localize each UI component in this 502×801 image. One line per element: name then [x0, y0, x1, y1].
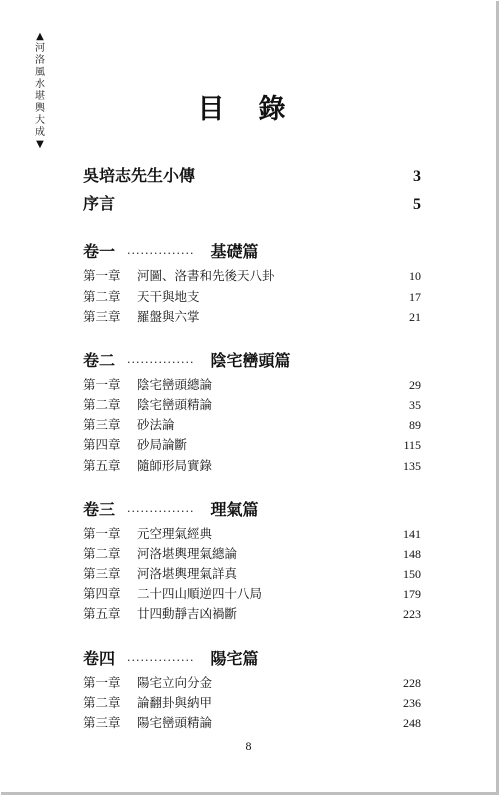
page-number: 8 [245, 739, 252, 753]
chapter-page: 141 [403, 527, 421, 541]
chapter-title: 河洛堪輿理氣總論 [137, 546, 238, 561]
toc-chapter-row[interactable] [83, 564, 421, 583]
toc-chapter-row[interactable] [83, 415, 421, 434]
chapter-title: 砂局論斷 [137, 437, 188, 452]
chapter-number: 第三章 [83, 566, 121, 581]
toc-chapter-row[interactable] [83, 435, 421, 454]
side-label-char: 輿 [35, 103, 45, 114]
chapter-title: 陰宅巒頭總論 [137, 377, 213, 392]
chapter-number: 第五章 [83, 606, 121, 621]
toc-volume-heading[interactable] [83, 497, 421, 521]
chapter-page: 148 [403, 547, 421, 561]
chapter-number: 第一章 [83, 268, 121, 283]
chapter-title: 隨師形局實錄 [137, 458, 213, 473]
side-label-char: 風 [35, 67, 45, 78]
chapter-number: 第三章 [83, 417, 121, 432]
chapter-number: 第三章 [83, 309, 121, 324]
chapter-page: 21 [409, 310, 421, 324]
toc-entry-page: 5 [413, 196, 421, 213]
page-title: 目錄 [197, 94, 320, 125]
chapter-page: 228 [403, 676, 421, 690]
chapter-page: 17 [409, 290, 421, 304]
volume-title: 基礎篇 [210, 242, 259, 261]
toc-major-entry[interactable] [83, 163, 421, 187]
toc-chapter-row[interactable] [83, 375, 421, 394]
chapter-title: 陰宅巒頭精論 [137, 397, 213, 412]
chapter-page: 236 [403, 696, 421, 710]
chapter-page: 248 [403, 716, 421, 730]
chapter-number: 第一章 [83, 526, 121, 541]
book-page [1, 1, 499, 795]
side-label-char: 成 [35, 127, 45, 138]
chapter-number: 第五章 [83, 458, 121, 473]
chapter-number: 第二章 [83, 695, 121, 710]
dot-leader: ··············· [127, 505, 195, 518]
chapter-title: 河圖、洛書和先後天八卦 [137, 268, 275, 283]
chapter-title: 天干與地支 [137, 289, 200, 304]
chapter-page: 35 [409, 398, 421, 412]
dot-leader: ··············· [127, 654, 195, 667]
volume-title: 理氣篇 [210, 500, 259, 519]
toc-chapter-row[interactable] [83, 307, 421, 326]
toc-chapter-row[interactable] [83, 544, 421, 563]
chapter-number: 第三章 [83, 715, 121, 730]
toc-major-entry[interactable] [83, 191, 421, 215]
side-label-char: 水 [35, 79, 45, 90]
volume-title: 陽宅篇 [210, 649, 259, 668]
toc-chapter-row[interactable] [83, 604, 421, 623]
chapter-title: 砂法論 [137, 417, 175, 432]
down-triangle-icon: ▼ [36, 139, 44, 150]
toc-chapter-row[interactable] [83, 584, 421, 603]
toc-entry-page: 3 [413, 168, 421, 185]
toc-chapter-row[interactable] [83, 524, 421, 543]
chapter-number: 第二章 [83, 289, 121, 304]
chapter-number: 第四章 [83, 586, 121, 601]
chapter-page: 150 [403, 567, 421, 581]
dot-leader: ··············· [127, 356, 195, 369]
toc-entry-label: 序言 [83, 194, 116, 213]
up-triangle-icon: ▲ [36, 31, 44, 42]
toc-chapter-row[interactable] [83, 456, 421, 475]
side-label-char: 河 [35, 43, 45, 54]
chapter-number: 第二章 [83, 397, 121, 412]
dot-leader: ··············· [127, 247, 195, 260]
volume-title: 陰宅巒頭篇 [210, 351, 291, 370]
chapter-number: 第二章 [83, 546, 121, 561]
chapter-page: 89 [409, 418, 421, 432]
chapter-title: 元空理氣經典 [137, 526, 213, 541]
chapter-page: 179 [403, 587, 421, 601]
chapter-number: 第一章 [83, 675, 121, 690]
chapter-title: 陽宅立向分金 [137, 675, 213, 690]
volume-name: 卷三 [83, 500, 116, 519]
chapter-title: 河洛堪輿理氣詳真 [137, 566, 238, 581]
chapter-number: 第四章 [83, 437, 121, 452]
chapter-page: 223 [403, 607, 421, 621]
chapter-title: 二十四山順逆四十八局 [137, 586, 263, 601]
side-label-char: 堪 [35, 91, 45, 102]
volume-name: 卷一 [83, 242, 116, 261]
toc-chapter-row[interactable] [83, 395, 421, 414]
toc-chapter-row[interactable] [83, 266, 421, 285]
chapter-title: 陽宅巒頭精論 [137, 715, 213, 730]
toc-chapter-row[interactable] [83, 713, 421, 732]
chapter-page: 10 [409, 269, 421, 283]
volume-name: 卷二 [83, 351, 116, 370]
chapter-title: 羅盤與六掌 [137, 309, 200, 324]
toc-volume-heading[interactable] [83, 239, 421, 263]
toc-entry-label: 吳培志先生小傳 [83, 166, 196, 185]
chapter-page: 29 [409, 378, 421, 392]
chapter-title: 廿四動靜吉凶禍斷 [137, 606, 238, 621]
chapter-title: 論翻卦與納甲 [137, 695, 213, 710]
toc-chapter-row[interactable] [83, 673, 421, 692]
toc-volume-heading[interactable] [83, 646, 421, 670]
toc-chapter-row[interactable] [83, 287, 421, 306]
side-label-char: 洛 [35, 55, 45, 66]
toc-chapter-row[interactable] [83, 693, 421, 712]
volume-name: 卷四 [83, 649, 116, 668]
chapter-page: 115 [403, 438, 421, 452]
chapter-number: 第一章 [83, 377, 121, 392]
side-label-char: 大 [35, 115, 45, 126]
toc-volume-heading[interactable] [83, 348, 421, 372]
chapter-page: 135 [403, 459, 421, 473]
